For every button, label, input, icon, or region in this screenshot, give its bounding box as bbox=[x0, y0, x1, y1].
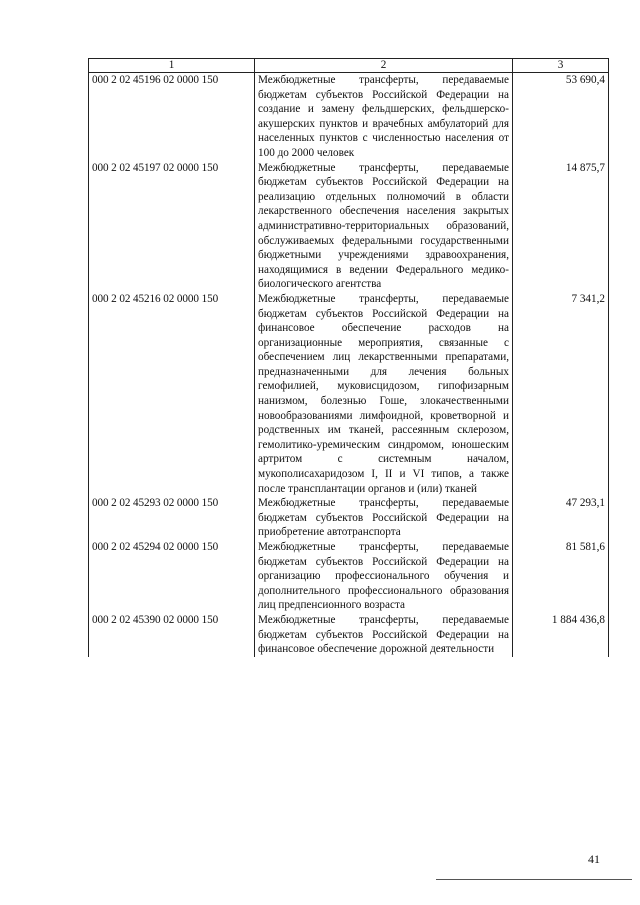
row-code: 000 2 02 45390 02 0000 150 bbox=[89, 613, 255, 657]
row-code: 000 2 02 45216 02 0000 150 bbox=[89, 292, 255, 496]
budget-table bbox=[88, 58, 609, 657]
row-code: 000 2 02 45293 02 0000 150 bbox=[89, 496, 255, 540]
column-header-1: 1 bbox=[89, 59, 255, 73]
column-header-3: 3 bbox=[513, 59, 609, 73]
row-description: Межбюджетные трансферты, передаваемые бюджетам субъектов Российской Федерации на реализацию отдельных полномочий в области лекарственного обеспечения населения закрытых административно-территориальных образований, обслуживаемых федеральными государственными бюджетными учреждениями здравоохранения, находящимися в ведении Федерального медико-биологического агентства bbox=[255, 161, 513, 292]
table-row bbox=[89, 540, 609, 613]
row-code: 000 2 02 45196 02 0000 150 bbox=[89, 73, 255, 161]
table-row bbox=[89, 292, 609, 496]
table-row bbox=[89, 161, 609, 292]
footer-divider bbox=[436, 879, 632, 880]
row-description: Межбюджетные трансферты, передаваемые бюджетам субъектов Российской Федерации на приобретение автотранспорта bbox=[255, 496, 513, 540]
row-description: Межбюджетные трансферты, передаваемые бюджетам субъектов Российской Федерации на финансовое обеспечение расходов на организационные мероприятия, связанные с обеспечением лиц лекарственными препаратами, предназначенными для лечения больных гемофилией, муковисцидозом, гипофизарным нанизмом, болезнью Гоше, злокачественными новообразованиями лимфоидной, кроветворной и родственных им тканей, рассеянным склерозом, гемолитико-уремическим синдромом, юношеским артритом с системным началом, мукополисахаридозом I, II и VI типов, а также после трансплантации органов и (или) тканей bbox=[255, 292, 513, 496]
table-row bbox=[89, 613, 609, 657]
row-amount: 7 341,2 bbox=[513, 292, 609, 496]
row-amount: 53 690,4 bbox=[513, 73, 609, 161]
row-amount: 1 884 436,8 bbox=[513, 613, 609, 657]
row-amount: 47 293,1 bbox=[513, 496, 609, 540]
row-code: 000 2 02 45294 02 0000 150 bbox=[89, 540, 255, 613]
row-code: 000 2 02 45197 02 0000 150 bbox=[89, 161, 255, 292]
column-header-2: 2 bbox=[255, 59, 513, 73]
table-row bbox=[89, 496, 609, 540]
row-amount: 14 875,7 bbox=[513, 161, 609, 292]
page-number: 41 bbox=[588, 852, 600, 866]
row-description: Межбюджетные трансферты, передаваемые бюджетам субъектов Российской Федерации на организацию профессионального обучения и дополнительного профессионального образования лиц предпенсионного возраста bbox=[255, 540, 513, 613]
row-amount: 81 581,6 bbox=[513, 540, 609, 613]
row-description: Межбюджетные трансферты, передаваемые бюджетам субъектов Российской Федерации на финансовое обеспечение дорожной деятельности bbox=[255, 613, 513, 657]
table-header-row bbox=[89, 59, 609, 73]
table-row bbox=[89, 73, 609, 161]
row-description: Межбюджетные трансферты, передаваемые бюджетам субъектов Российской Федерации на создание и замену фельдшерских, фельдшерско-акушерских пунктов и врачебных амбулаторий для населенных пунктов с численностью населения от 100 до 2000 человек bbox=[255, 73, 513, 161]
